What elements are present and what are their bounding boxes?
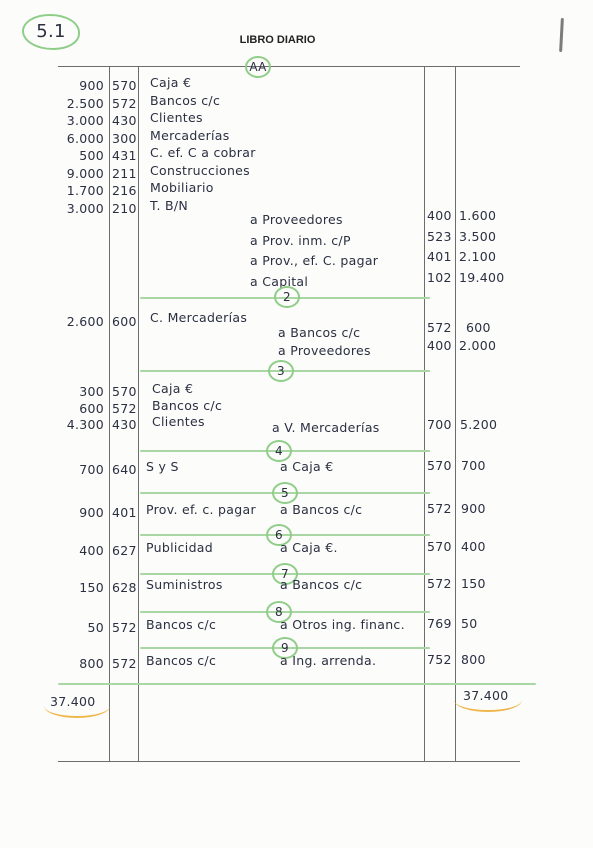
debit-account-name: Publicidad (146, 540, 213, 555)
column-rule-4 (455, 66, 456, 761)
entry-marker: 3 (268, 360, 294, 382)
debit-account-name: Caja € (152, 381, 194, 396)
column-rule-1 (109, 66, 110, 761)
credit-account: 572 (427, 501, 452, 516)
credit-account-name: a Prov. inm. c/P (250, 232, 351, 248)
separator-line (58, 683, 536, 685)
debit-account-name: S y S (146, 459, 179, 474)
debit-amount: 3.000 (66, 113, 104, 128)
entry-marker-opening: AA (245, 56, 271, 78)
credit-account: 400 (427, 208, 452, 223)
credit-account-name: a Caja €. (280, 540, 338, 555)
top-rule (58, 66, 520, 67)
column-rule-2 (138, 66, 139, 761)
debit-account-name: T. B/N (150, 197, 189, 213)
debit-account: 640 (112, 462, 137, 477)
debit-account: 572 (112, 656, 137, 671)
debit-account: 570 (112, 384, 137, 399)
bottom-rule (58, 761, 520, 762)
credit-account: 752 (427, 652, 452, 667)
credit-account: 400 (427, 338, 452, 353)
credit-account-name: a Otros ing. financ. (280, 617, 405, 632)
debit-account-name: Prov. ef. c. pagar (146, 502, 256, 517)
credit-amount: 700 (461, 458, 486, 473)
credit-amount: 2.100 (459, 249, 497, 264)
total-debit-underline (44, 694, 110, 718)
credit-account-name: a Bancos c/c (280, 502, 363, 517)
credit-account-name: a Proveedores (250, 212, 343, 227)
debit-amount: 400 (79, 543, 104, 558)
debit-account-name: Mercaderías (150, 127, 230, 143)
credit-account-name: a V. Mercaderías (272, 420, 380, 435)
debit-account: 572 (112, 95, 137, 111)
exercise-label: 5.1 (22, 14, 80, 50)
debit-account-name: Clientes (152, 414, 205, 429)
debit-amount: 50 (87, 620, 104, 635)
credit-account: 769 (427, 616, 452, 631)
page-title: LIBRO DIARIO (239, 34, 316, 46)
credit-account: 401 (427, 249, 452, 264)
total-credit: 37.400 (463, 688, 509, 703)
credit-amount: 150 (461, 576, 486, 591)
debit-account: 627 (112, 543, 137, 558)
debit-amount: 6.000 (66, 130, 104, 146)
debit-amount: 900 (79, 505, 104, 520)
debit-account-name: C. Mercaderías (150, 310, 248, 325)
column-rule-3 (424, 66, 425, 761)
debit-account: 572 (112, 400, 137, 416)
credit-account-name: a Bancos c/c (280, 577, 363, 592)
credit-account: 523 (427, 228, 452, 244)
debit-account-name: Bancos c/c (152, 397, 223, 413)
debit-account: 210 (112, 200, 137, 216)
debit-account: 430 (112, 113, 137, 128)
entry-marker: 8 (266, 601, 292, 623)
debit-account-name: Construcciones (150, 162, 250, 178)
debit-account-name: Mobiliario (150, 180, 214, 195)
debit-amount: 1.700 (66, 183, 104, 198)
debit-account: 401 (112, 505, 137, 520)
credit-account-name: a Prov., ef. C. pagar (250, 253, 379, 268)
debit-account-name: Caja € (150, 75, 192, 90)
debit-account-name: Clientes (150, 110, 203, 125)
credit-amount: 900 (461, 501, 486, 516)
credit-account: 570 (427, 458, 452, 473)
entry-marker: 2 (274, 286, 300, 308)
debit-account: 600 (112, 314, 137, 329)
credit-account: 572 (427, 576, 452, 591)
debit-amount: 2.500 (66, 95, 104, 111)
debit-amount: 9.000 (66, 165, 104, 181)
credit-account: 572 (427, 320, 452, 335)
debit-account: 430 (112, 417, 137, 432)
credit-amount: 5.200 (460, 417, 498, 432)
credit-amount: 19.400 (459, 269, 505, 285)
debit-amount: 4.300 (66, 417, 104, 432)
entry-marker: 4 (266, 440, 292, 462)
credit-amount: 1.600 (459, 208, 497, 223)
credit-amount: 600 (466, 320, 491, 335)
debit-amount: 700 (79, 462, 104, 477)
debit-account: 211 (112, 165, 137, 181)
debit-amount: 900 (79, 78, 104, 93)
credit-amount: 2.000 (459, 338, 497, 353)
pen-mark (559, 18, 564, 52)
debit-amount: 3.000 (66, 200, 104, 216)
credit-account-name: a Capital (250, 273, 309, 289)
debit-amount: 2.600 (66, 314, 104, 329)
entry-marker: 9 (272, 637, 298, 659)
debit-amount: 800 (79, 656, 104, 671)
debit-amount: 600 (79, 400, 104, 416)
credit-amount: 400 (461, 539, 486, 554)
credit-account: 700 (427, 417, 452, 432)
debit-amount: 150 (79, 580, 104, 595)
entry-marker: 5 (272, 482, 298, 504)
entry-marker: 6 (266, 524, 292, 546)
debit-account: 300 (112, 130, 137, 146)
credit-amount: 50 (461, 616, 478, 631)
debit-account-name: Bancos c/c (146, 617, 217, 632)
debit-amount: 500 (79, 148, 104, 163)
total-credit-underline (454, 688, 522, 712)
debit-account: 216 (112, 183, 137, 198)
debit-account-name: Suministros (146, 577, 223, 592)
debit-account: 570 (112, 78, 137, 93)
entry-marker: 7 (272, 563, 298, 585)
debit-account-name: Bancos c/c (150, 92, 221, 108)
credit-amount: 3.500 (459, 228, 497, 244)
credit-account: 102 (427, 269, 452, 285)
debit-account: 628 (112, 580, 137, 595)
credit-account-name: a Caja € (280, 459, 334, 474)
credit-account-name: a Bancos c/c (278, 325, 361, 340)
debit-account: 431 (112, 148, 137, 163)
debit-account: 572 (112, 620, 137, 635)
total-debit: 37.400 (50, 694, 96, 709)
credit-account: 570 (427, 539, 452, 554)
credit-amount: 800 (461, 652, 486, 667)
debit-amount: 300 (79, 384, 104, 399)
credit-account-name: a Proveedores (278, 343, 371, 358)
credit-account-name: a Ing. arrenda. (280, 653, 377, 668)
debit-account-name: C. ef. C a cobrar (150, 145, 256, 160)
debit-account-name: Bancos c/c (146, 653, 217, 668)
